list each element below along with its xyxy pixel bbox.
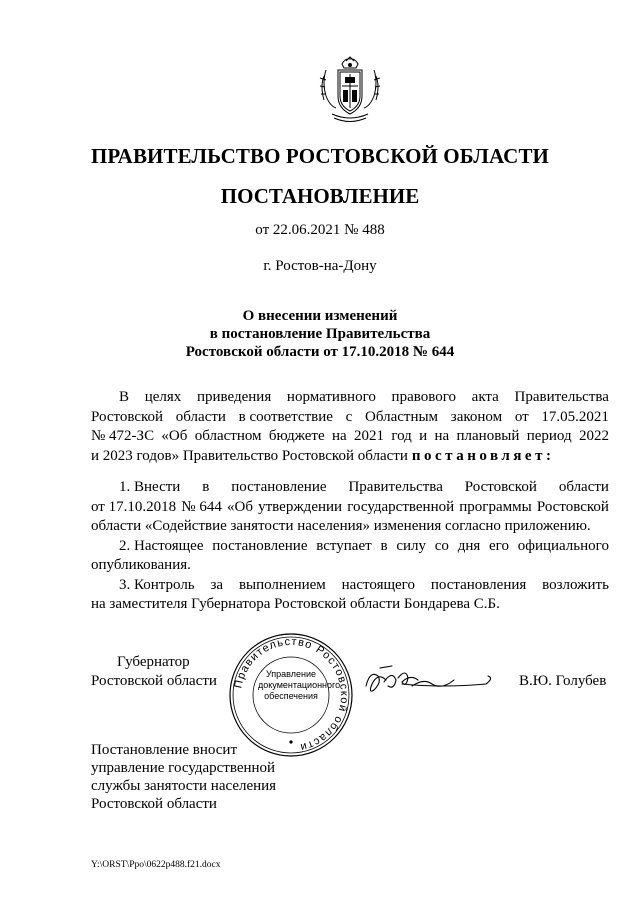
word: возложить xyxy=(542,576,609,593)
word: нормативного xyxy=(286,389,376,405)
seal-line: обеспечения xyxy=(264,691,318,701)
word: акта xyxy=(471,389,499,405)
government-title: ПРАВИТЕЛЬСТВО РОСТОВСКОЙ ОБЛАСТИ xyxy=(91,144,549,168)
item-text: на заместителя Губернатора Ростовской области Бондарева С.Б. xyxy=(91,596,500,612)
text-line xyxy=(91,556,609,576)
coat-of-arms-emblem xyxy=(312,56,388,126)
word: в xyxy=(380,537,388,554)
word: от xyxy=(514,408,529,425)
word: Правительства xyxy=(348,479,443,495)
word: за xyxy=(210,576,224,593)
word: 2. Настоящее xyxy=(119,537,204,554)
word: областном xyxy=(194,428,262,444)
word: 3. Контроль xyxy=(119,576,195,593)
word: законом xyxy=(450,408,503,425)
word: области xyxy=(175,408,226,425)
word: дня xyxy=(457,537,481,554)
word: целях xyxy=(144,389,182,405)
word: выполнением xyxy=(238,576,326,593)
word: с xyxy=(345,408,353,425)
document-subject xyxy=(0,307,640,361)
text-line xyxy=(91,447,609,467)
word: постановление xyxy=(212,537,308,554)
word: правового xyxy=(391,389,456,405)
signature-icon xyxy=(362,662,496,702)
city: г. Ростов-на-Дону xyxy=(263,258,377,274)
seal-line: Управление xyxy=(265,669,317,679)
subject-line: в постановление Правительства xyxy=(209,326,431,342)
word: В xyxy=(119,389,130,405)
file-path-footer: Y:\ORST\Ppo\0622p488.f21.docx xyxy=(91,860,221,870)
word: период xyxy=(526,428,572,444)
note-line: Постановление вносит xyxy=(91,742,238,758)
note-line: службы занятости населения xyxy=(91,778,277,794)
signatory-name: В.Ю. Голубев xyxy=(519,673,607,689)
seal-center-text xyxy=(258,669,341,702)
word: Ростовской xyxy=(91,408,164,425)
text-line xyxy=(91,427,609,447)
word: настоящего xyxy=(341,576,415,593)
seal-line: документационного xyxy=(258,680,341,690)
word: программы xyxy=(459,498,532,515)
word: утверждении xyxy=(258,498,343,515)
text-line xyxy=(91,498,609,518)
word: бюджете xyxy=(268,428,325,444)
word: от 17.10.2018 xyxy=(91,498,177,515)
word: его xyxy=(489,537,509,554)
word: № 644 xyxy=(181,498,222,515)
word: постановление xyxy=(231,479,327,495)
item-text: области «Содействие занятости населения» изменения согласно приложению. xyxy=(91,518,591,534)
word: год xyxy=(391,428,412,444)
word: области xyxy=(558,479,609,495)
document-type: ПОСТАНОВЛЕНИЕ xyxy=(220,184,420,208)
word: вступает xyxy=(316,537,372,554)
preamble-text: и 2023 годов» Правительство Ростовской области xyxy=(91,447,408,464)
signatory-position: Губернатор xyxy=(117,654,190,670)
decree-items xyxy=(91,478,609,615)
item-text: опубликования. xyxy=(91,557,191,573)
word: «Об xyxy=(226,498,253,515)
subject-line: Ростовской области от 17.10.2018 № 644 xyxy=(185,344,455,360)
word: постановления xyxy=(430,576,527,593)
text-line xyxy=(91,537,609,557)
coat-of-arms-icon xyxy=(312,56,388,126)
text-line xyxy=(91,388,609,408)
subject-line: О внесении изменений xyxy=(242,308,398,324)
handwritten-signature xyxy=(362,662,496,702)
text-line xyxy=(91,408,609,428)
word: 2022 xyxy=(578,428,609,444)
word: государственной xyxy=(347,498,455,515)
seal-ring-text: Правительство Ростовской области xyxy=(232,635,351,754)
decree-word: постановляет: xyxy=(411,447,555,464)
submitter-note xyxy=(91,741,276,813)
word: 17.05.2021 xyxy=(541,408,609,425)
word: Правительства xyxy=(514,389,609,405)
word: силу xyxy=(396,537,426,554)
text-line xyxy=(91,595,609,615)
word: официального xyxy=(517,537,609,554)
word: Ростовской xyxy=(536,498,609,515)
text-line xyxy=(91,576,609,596)
word: на xyxy=(331,428,347,444)
signatory-region: Ростовской области xyxy=(91,673,217,689)
preamble-paragraph xyxy=(91,388,609,466)
text-line xyxy=(91,517,609,537)
word: «Об xyxy=(161,428,188,444)
note-line: Ростовской области xyxy=(91,796,217,812)
date-and-number: от 22.06.2021 № 488 xyxy=(255,222,385,238)
word: в соответствие xyxy=(238,408,333,425)
word: 2021 xyxy=(353,428,384,444)
note-line: управление государственной xyxy=(91,760,276,776)
word: № 472-ЗС xyxy=(91,428,155,444)
word: приведения xyxy=(196,389,272,405)
word: и xyxy=(419,428,428,444)
word: в xyxy=(202,479,210,495)
word: Ростовской xyxy=(464,479,537,495)
word: Областным xyxy=(365,408,439,425)
text-line xyxy=(91,478,609,498)
word: плановый xyxy=(456,428,520,444)
word: 1. Внести xyxy=(119,479,181,495)
word: на xyxy=(434,428,450,444)
word: со xyxy=(434,537,449,554)
